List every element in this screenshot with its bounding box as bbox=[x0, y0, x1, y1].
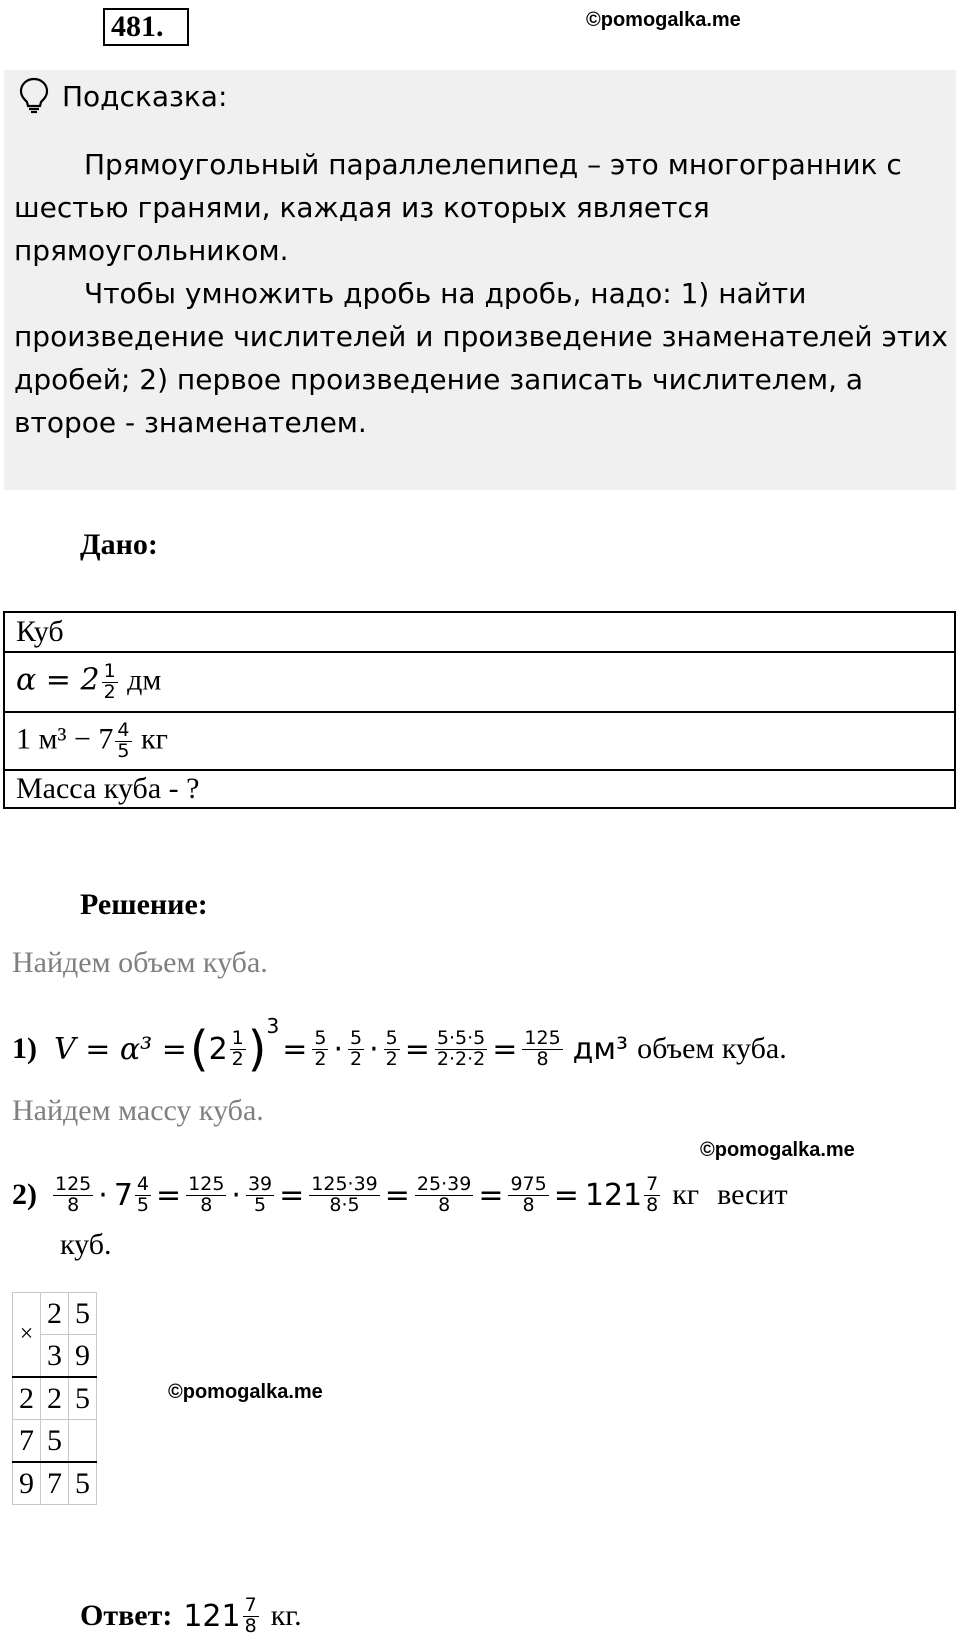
watermark: ©pomogalka.me bbox=[700, 1139, 855, 1161]
watermark: ©pomogalka.me bbox=[586, 9, 741, 31]
problem-number: 481. bbox=[103, 8, 189, 46]
column-multiplication: × 2 5 3 9 2 2 5 7 5 9 7 5 bbox=[12, 1292, 97, 1505]
lightbulb-icon bbox=[18, 76, 50, 114]
step2-note: Найдем массу куба. bbox=[12, 1094, 264, 1127]
hint-paragraph-1: Прямоугольный параллелепипед – это многогранник с шестью гранями, каждая из которых является прямоугольником. bbox=[14, 148, 902, 267]
given-table bbox=[3, 611, 956, 809]
given-row-density: 1 м³ − 7 $\frac{4}{5}$ кг bbox=[4, 712, 955, 770]
step2-equation: 2) $\frac{125}{8}$ · 7 $\frac{4}{5}$ = $\frac{125}{8}$ · $\frac{39}{5}$ = $\frac{125\cdot 39}{8\cdot 5}$ = $\frac{25\cdot 39}{8}$ = $\frac{975}{8}$ = 121 $\frac{7}{8}$ кг весит bbox=[12, 1172, 788, 1216]
given-row-edge: α = 2 $\frac{1}{2}$ дм bbox=[4, 652, 955, 712]
given-row-shape: Куб bbox=[4, 612, 955, 652]
step1-note: Найдем объем куба. bbox=[12, 946, 268, 979]
solution-heading: Решение: bbox=[80, 888, 208, 921]
multiply-sign: × bbox=[13, 1293, 41, 1378]
hint-title: Подсказка: bbox=[62, 80, 228, 113]
step1-equation: 1) V = α³ = ( 2 $\frac{1}{2}$ ) $^3$ = $\frac{5}{2}$ · $\frac{5}{2}$ · $\frac{5}{2}$ = $\frac{5\cdot 5\cdot 5}{2\cdot 2\cdot 2}$ = $\frac{125}{8}$ дм³ объем куба. bbox=[12, 1014, 787, 1077]
hint-text bbox=[14, 143, 954, 444]
hint-paragraph-2: Чтобы умножить дробь на дробь, надо: 1) найти произведение числителей и произведение знаменателей этих дробей; 2) первое произведение записать числителем, а второе - знаменателем. bbox=[14, 277, 948, 439]
answer: Ответ: 121 $\frac{7}{8}$ кг. bbox=[80, 1593, 302, 1637]
watermark: ©pomogalka.me bbox=[168, 1381, 323, 1403]
given-row-question: Масса куба - ? bbox=[4, 770, 955, 808]
step2-continuation: куб. bbox=[60, 1228, 112, 1261]
given-heading: Дано: bbox=[80, 528, 158, 561]
